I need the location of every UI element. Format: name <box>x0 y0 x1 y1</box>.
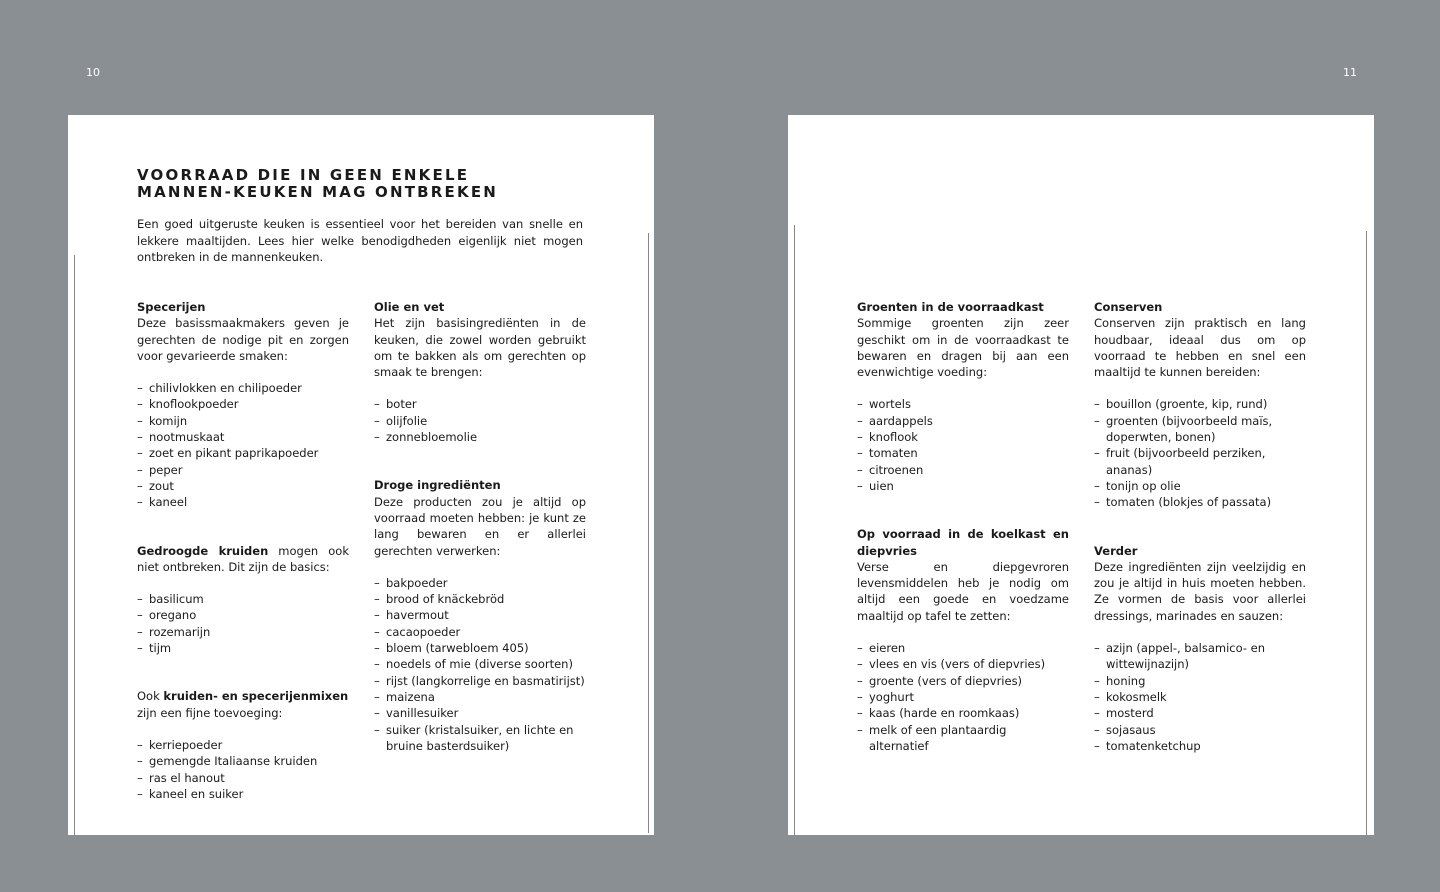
section-heading: Verder <box>1094 543 1138 558</box>
list-item: – kokosmelk <box>1094 689 1306 705</box>
list-item: – zoet en pikant paprikapoeder <box>137 445 349 461</box>
list-item: – kaneel en suiker <box>137 786 349 802</box>
list-item: – oregano <box>137 607 349 623</box>
section-heading: Olie en vet <box>374 300 445 314</box>
right-column-2 <box>1094 299 1306 786</box>
list-item: – bloem (tarwebloem 405) <box>374 640 586 656</box>
section-text: Deze basissmaakmakers geven je gerechten de nodige pit en zorgen voor gevarieerde smaken: <box>137 316 349 363</box>
section-heading: Groenten in de voorraadkast <box>857 300 1044 314</box>
list-item: – maizena <box>374 689 586 705</box>
right-page-left-line <box>794 225 795 835</box>
section-text <box>137 543 349 576</box>
list-item: – havermout <box>374 607 586 623</box>
right-column-1 <box>857 299 1069 786</box>
section-heading: Conserven <box>1094 300 1163 314</box>
section-gedroogde-kruiden <box>137 543 349 657</box>
list-item: – aardappels <box>857 413 1069 429</box>
list-item: – kerriepoeder <box>137 737 349 753</box>
section-text: Deze producten zou je altijd op voorraad moeten hebben: je kunt ze lang bewaren en er allerlei gerechten verwerken: <box>374 494 586 558</box>
left-column-1 <box>137 299 349 834</box>
left-page-right-line <box>648 233 649 833</box>
list-item: – cacaopoeder <box>374 624 586 640</box>
left-page-divider-line <box>74 255 75 835</box>
list-item: – gemengde Italiaanse kruiden <box>137 753 349 769</box>
section-droge-ingredienten <box>374 477 586 754</box>
list-item: – yoghurt <box>857 689 1069 705</box>
right-page <box>788 115 1374 835</box>
list-item: – sojasaus <box>1094 722 1306 738</box>
list-item: – tijm <box>137 640 349 656</box>
page-title: VOORRAAD DIE IN GEEN ENKELE MANNEN-KEUKEN MAG ONTBREKEN <box>137 166 499 201</box>
list-item: – kaas (harde en roomkaas) <box>857 705 1069 721</box>
list-item: – tomaten <box>857 445 1069 461</box>
list-item: – zout <box>137 478 349 494</box>
section-groenten <box>857 299 1069 494</box>
list-item: – kaneel <box>137 494 349 510</box>
list-item: – melk of een plantaardig alternatief <box>857 722 1069 755</box>
item-list <box>137 591 349 656</box>
list-item: – suiker (kristalsuiker, en lichte en bruine basterdsuiker) <box>374 722 586 755</box>
list-item: – bakpoeder <box>374 575 586 591</box>
item-list <box>1094 396 1306 510</box>
section-heading: Specerijen <box>137 300 206 314</box>
inline-prefix: Ook <box>137 689 164 704</box>
left-column-2 <box>374 299 586 786</box>
section-heading: Droge ingrediënten <box>374 478 501 493</box>
right-page-right-line <box>1366 231 1367 835</box>
item-list <box>857 640 1069 754</box>
list-item: – olijfolie <box>374 413 586 429</box>
section-text <box>137 688 349 721</box>
section-koelkast <box>857 526 1069 754</box>
list-item: – brood of knäckebröd <box>374 591 586 607</box>
list-item: – noedels of mie (diverse soorten) <box>374 656 586 672</box>
section-specerijen <box>137 299 349 511</box>
list-item: – basilicum <box>137 591 349 607</box>
inline-text: zijn een fijne toevoeging: <box>137 705 283 720</box>
list-item: – tonijn op olie <box>1094 478 1306 494</box>
item-list <box>374 575 586 754</box>
list-item: – nootmuskaat <box>137 429 349 445</box>
list-item: – honing <box>1094 673 1306 689</box>
item-list <box>137 737 349 802</box>
section-heading: Op voorraad in de koelkast en diepvries <box>857 527 1069 558</box>
inline-text: mogen ook niet ontbreken. Dit zijn de basics: <box>137 543 349 574</box>
list-item: – eieren <box>857 640 1069 656</box>
section-conserven <box>1094 299 1306 511</box>
section-text: Verse en diepgevroren levensmiddelen heb je nodig om altijd een goede en voedzame maaltijd op tafel te zetten: <box>857 559 1069 623</box>
list-item: – vlees en vis (vers of diepvries) <box>857 656 1069 672</box>
list-item: – azijn (appel-, balsamico- en wittewijnazijn) <box>1094 640 1306 673</box>
item-list <box>137 380 349 510</box>
section-text: Conserven zijn praktisch en lang houdbaar, ideaal dus om op voorraad te hebben en snel een maaltijd te kunnen bereiden: <box>1094 316 1306 380</box>
list-item: – mosterd <box>1094 705 1306 721</box>
list-item: – citroenen <box>857 462 1069 478</box>
list-item: – tomatenketchup <box>1094 738 1306 754</box>
list-item: – uien <box>857 478 1069 494</box>
list-item: – peper <box>137 462 349 478</box>
list-item: – fruit (bijvoorbeeld perziken, ananas) <box>1094 445 1306 478</box>
list-item: – groenten (bijvoorbeeld maïs, doperwten, bonen) <box>1094 413 1306 446</box>
list-item: – knoflook <box>857 429 1069 445</box>
item-list <box>374 396 586 445</box>
page-number-left: 10 <box>86 66 100 79</box>
item-list <box>1094 640 1306 754</box>
list-item: – groente (vers of diepvries) <box>857 673 1069 689</box>
list-item: – vanillesuiker <box>374 705 586 721</box>
section-text: Deze ingrediënten zijn veelzijdig en zou je altijd in huis moeten hebben. Ze vormen de basis voor allerlei dressings, marinades en sauzen: <box>1094 559 1306 623</box>
list-item: – boter <box>374 396 586 412</box>
section-verder <box>1094 543 1306 755</box>
inline-heading: kruiden- en specerijenmixen <box>163 689 349 704</box>
section-olie-en-vet <box>374 299 586 445</box>
section-text: Het zijn basisingrediënten in de keuken, die zowel worden gebruikt om te bakken als om gerechten op smaak te brengen: <box>374 316 586 380</box>
list-item: – bouillon (groente, kip, rund) <box>1094 396 1306 412</box>
section-kruidenmixen <box>137 688 349 802</box>
list-item: – chilivlokken en chilipoeder <box>137 380 349 396</box>
list-item: – rijst (langkorrelige en basmatirijst) <box>374 673 586 689</box>
item-list <box>857 396 1069 494</box>
list-item: – knoflookpoeder <box>137 396 349 412</box>
page-number-right: 11 <box>1343 66 1357 79</box>
intro-text: Een goed uitgeruste keuken is essentieel voor het bereiden van snelle en lekkere maaltijden. Lees hier welke benodigdheden eigenlijk niet mogen ontbreken in de mannenkeuken. <box>137 217 583 264</box>
list-item: – tomaten (blokjes of passata) <box>1094 494 1306 510</box>
list-item: – wortels <box>857 396 1069 412</box>
list-item: – komijn <box>137 413 349 429</box>
list-item: – zonnebloemolie <box>374 429 586 445</box>
list-item: – ras el hanout <box>137 770 349 786</box>
list-item: – rozemarijn <box>137 624 349 640</box>
left-page <box>68 115 654 835</box>
inline-heading: Gedroogde kruiden <box>137 543 269 558</box>
section-text: Sommige groenten zijn zeer geschikt om in de voorraadkast te bewaren en dragen bij aan een evenwichtige voeding: <box>857 316 1069 380</box>
